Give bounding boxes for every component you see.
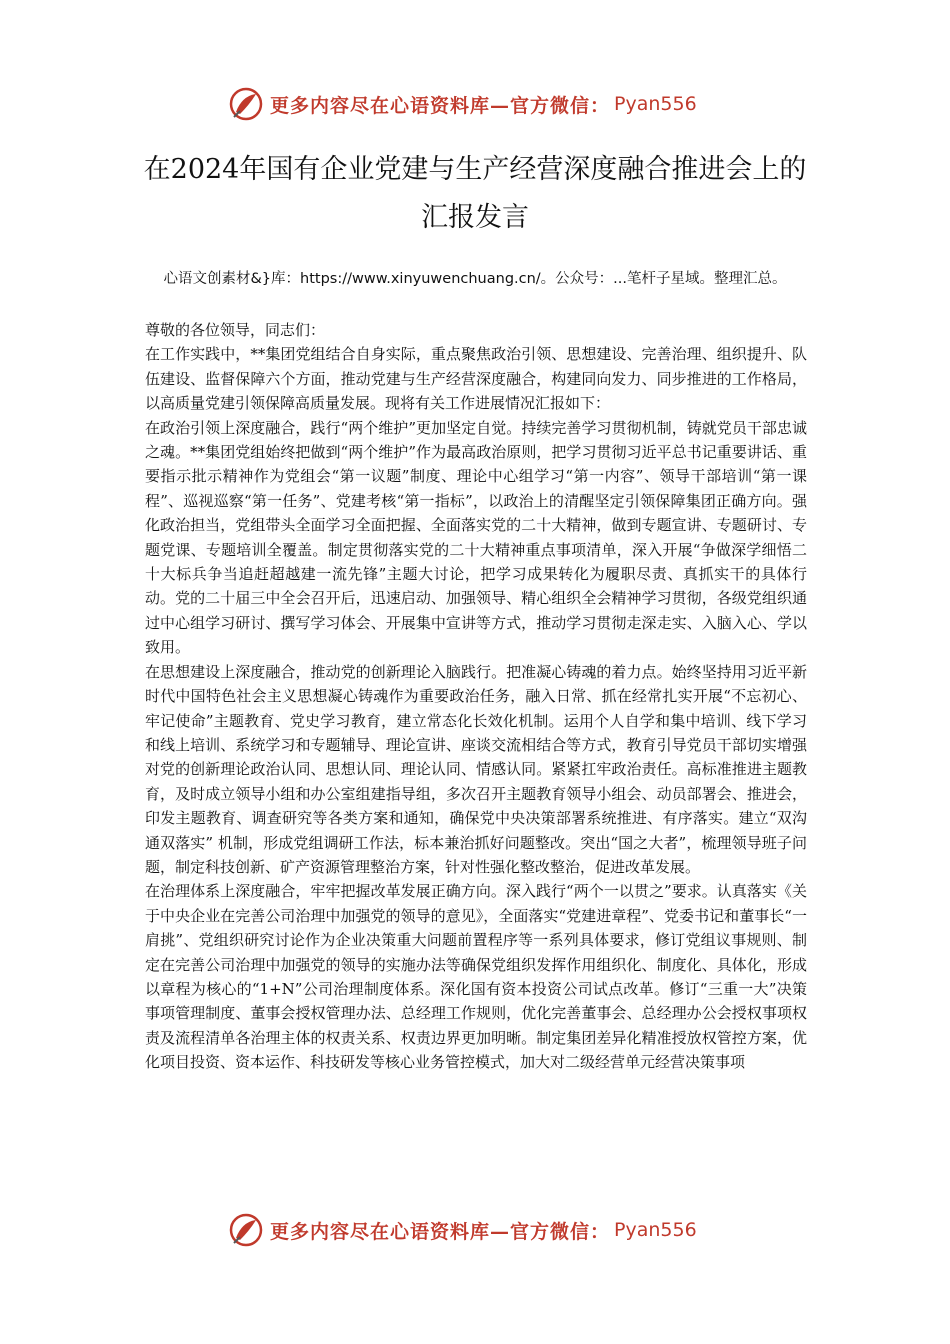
source-note: 心语文创素材&}库：https://www.xinyuwenchuang.cn/。公众号：...笔杆子星域。整理汇总。 <box>163 271 787 287</box>
pen-logo-icon <box>228 86 264 122</box>
watermark-banner-top <box>228 84 697 124</box>
salutation: 尊敬的各位领导，同志们： <box>145 321 326 339</box>
document-body <box>145 318 807 1075</box>
page-title: 在2024年国有企业党建与生产经营深度融合推进会上的汇报发言 <box>143 154 807 233</box>
pen-logo-icon <box>228 1212 264 1248</box>
watermark-banner-bottom <box>228 1210 697 1250</box>
banner-wechat-id: Pyan556 <box>614 93 697 115</box>
banner-wechat-id: Pyan556 <box>614 1219 697 1241</box>
banner-text: 更多内容尽在心语资料库—官方微信： <box>270 94 611 117</box>
banner-text: 更多内容尽在心语资料库—官方微信： <box>270 1220 611 1243</box>
paragraph: 在思想建设上深度融合，推动党的创新理论入脑践行。把准凝心铸魂的着力点。始终坚持用习近平新时代中国特色社会主义思想凝心铸魂作为重要政治任务，融入日常、抓在经常扎实开展“不忘初心、牢记使命”主题教育、党史学习教育，建立常态化长效化机制。运用个人自学和集中培训、线下学习和线上培训、系统学习和专题辅导、理论宣讲、座谈交流相结合等方式，教育引导党员干部切实增强对党的创新理论政治认同、思想认同、理论认同、情感认同。紧紧扛牢政治责任。高标准推进主题教育，及时成立领导小组和办公室组建指导组，多次召开主题教育领导小组会、动员部署会、推进会，印发主题教育、调查研究等各类方案和通知，确保党中央决策部署系统推进、有序落实。建立“双沟通双落实” 机制，形成党组调研工作法，标本兼治抓好问题整改。突出“国之大者”，梳理领导班子问题，制定科技创新、矿产资源管理整治方案，针对性强化整改整治，促进改革发展。 <box>145 662 807 876</box>
paragraph: 在政治引领上深度融合，践行“两个维护”更加坚定自觉。持续完善学习贯彻机制，铸就党员干部忠诚之魂。**集团党组始终把做到“两个维护”作为最高政治原则，把学习贯彻习近平总书记重要讲话、重要指示批示精神作为党组会“第一议题”制度、理论中心组学习“第一内容”、领导干部培训“第一课程”、巡视巡察“第一任务”、党建考核“第一指标”，以政治上的清醒坚定引领保障集团正确方向。强化政治担当，党组带头全面学习全面把握、全面落实党的二十大精神，做到专题宣讲、专题研讨、专题党课、专题培训全覆盖。制定贯彻落实党的二十大精神重点事项清单，深入开展“争做深学细悟二十大标兵争当追赶超越建一流先锋”主题大讨论，把学习成果转化为履职尽责、真抓实干的具体行动。党的二十届三中全会召开后，迅速启动、加强领导、精心组织全会精神学习贯彻，各级党组织通过中心组学习研讨、撰写学习体会、开展集中宣讲等方式，推动学习贯彻走深走实、入脑入心、学以致用。 <box>145 418 807 657</box>
paragraph: 在工作实践中，**集团党组结合自身实际，重点聚焦政治引领、思想建设、完善治理、组织提升、队伍建设、监督保障六个方面，推动党建与生产经营深度融合，构建同向发力、同步推进的工作格局，以高质量党建引领保障高质量发展。现将有关工作进展情况汇报如下： <box>145 345 807 413</box>
paragraph: 在治理体系上深度融合，牢牢把握改革发展正确方向。深入践行“两个一以贯之”要求。认真落实《关于中央企业在完善公司治理中加强党的领导的意见》，全面落实“党建进章程”、党委书记和董事长“一肩挑”、党组织研究讨论作为企业决策重大问题前置程序等一系列具体要求，修订党组议事规则、制定在完善公司治理中加强党的领导的实施办法等确保党组织发挥作用组织化、制度化、具体化，形成以章程为核心的“1+N”公司治理制度体系。深化国有资本投资公司试点改革。修订“三重一大”决策事项管理制度、董事会授权管理办法、总经理工作规则，优化完善董事会、总经理办公会授权事项权责及流程清单各治理主体的权责关系、权责边界更加明晰。制定集团差异化精准授放权管控方案，优化项目投资、资本运作、科技研发等核心业务管控模式，加大对二级经营单元经营决策事项 <box>145 882 807 1072</box>
